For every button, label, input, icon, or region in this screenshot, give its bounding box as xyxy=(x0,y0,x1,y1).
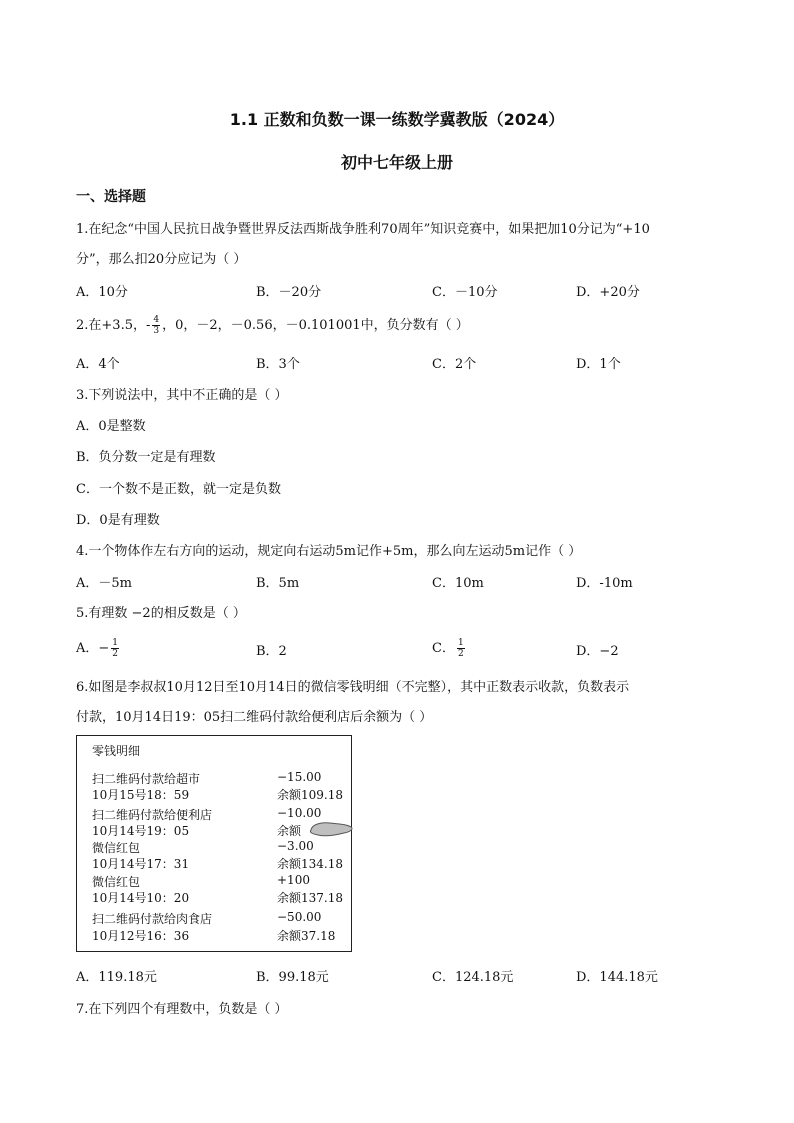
q1-text-line2: 分”，那么扣20分应记为（ ） xyxy=(76,252,247,267)
row-1-time: 10月15号18：59 xyxy=(92,788,190,802)
q7-text: 7.在下列四个有理数中，负数是（ ） xyxy=(76,1002,288,1017)
document-title: 1.1 正数和负数一课一练数学冀教版（2024） xyxy=(229,110,565,129)
row-2-time: 10月14号19：05 xyxy=(92,824,190,838)
wallet-title: 零钱明细 xyxy=(92,744,141,758)
q6-option-c: C．124.18元 xyxy=(432,970,514,985)
q2-fraction-denominator: 3 xyxy=(153,326,160,336)
q2-text xyxy=(76,314,469,336)
q5-option-c xyxy=(432,637,467,659)
row-2-name: 扫二维码付款给便利店 xyxy=(92,808,213,822)
q6-option-a: A．119.18元 xyxy=(76,970,157,985)
q4-option-a: A．－5m xyxy=(76,576,132,591)
row-5-amount: −50.00 xyxy=(277,910,322,924)
q5-c-denominator: 2 xyxy=(457,649,464,659)
q2-text-before: 2.在+3.5，- xyxy=(76,318,151,333)
q3-option-d: D．0是有理数 xyxy=(76,513,160,528)
row-5-balance: 余额37.18 xyxy=(277,929,336,943)
q1-text-line1: 1.在纪念“中国人民抗日战争暨世界反法西斯战争胜利70周年”知识竞赛中，如果把加10分记为“+10 xyxy=(76,222,650,237)
row-3-balance: 余额134.18 xyxy=(277,857,343,871)
q2-option-b: B．3个 xyxy=(256,357,300,372)
q4-option-c: C．10m xyxy=(432,576,484,591)
q4-text: 4.一个物体作左右方向的运动，规定向右运动5m记作+5m，那么向左运动5m记作（ ） xyxy=(76,544,582,559)
q6-text-line2: 付款，10月14日19：05扫二维码付款给便利店后余额为（ ） xyxy=(76,710,433,725)
q5-text: 5.有理数 −2的相反数是（ ） xyxy=(76,606,246,621)
row-1-name: 扫二维码付款给超市 xyxy=(92,772,201,786)
row-5-name: 扫二维码付款给肉食店 xyxy=(92,912,213,926)
q5-a-denominator: 2 xyxy=(112,649,119,659)
q1-option-d: D．+20分 xyxy=(576,285,640,300)
q5-option-c-prefix: C． xyxy=(432,641,455,656)
row-4-balance: 余额137.18 xyxy=(277,891,343,905)
row-4-name: 微信红包 xyxy=(92,875,141,889)
q5-option-a-fraction xyxy=(111,638,119,659)
q1-option-c: C．－10分 xyxy=(432,285,498,300)
q5-option-a-prefix: A．− xyxy=(76,641,110,656)
q5-a-numerator: 1 xyxy=(112,638,119,648)
q3-option-b: B．负分数一定是有理数 xyxy=(76,450,216,465)
document-subtitle: 初中七年级上册 xyxy=(340,153,453,172)
section-heading: 一、选择题 xyxy=(76,189,146,205)
q3-option-a: A．0是整数 xyxy=(76,419,146,434)
q4-option-d: D．-10m xyxy=(576,576,633,591)
q5-option-d: D．−2 xyxy=(576,644,619,659)
q2-fraction xyxy=(152,315,160,336)
q4-option-b: B．5m xyxy=(256,576,300,591)
row-2-amount: −10.00 xyxy=(277,806,322,820)
q3-text: 3.下列说法中，其中不正确的是（ ） xyxy=(76,388,288,403)
q3-option-c: C．一个数不是正数，就一定是负数 xyxy=(76,482,281,497)
q2-text-after: ，0，－2，－0.56，－0.101001中，负分数有（ ） xyxy=(162,318,469,333)
row-4-amount: +100 xyxy=(277,873,310,887)
row-5-time: 10月12号16：36 xyxy=(92,929,190,943)
q2-option-c: C．2个 xyxy=(432,357,477,372)
q5-option-c-fraction xyxy=(457,638,465,659)
q2-fraction-numerator: 4 xyxy=(153,315,160,325)
q2-option-a: A．4个 xyxy=(76,357,120,372)
q5-c-numerator: 1 xyxy=(457,638,464,648)
ink-blot-covering-balance xyxy=(308,820,354,838)
q6-option-d: D．144.18元 xyxy=(576,970,658,985)
q6-text-line1: 6.如图是李叔叔10月12日至10月14日的微信零钱明细（不完整），其中正数表示收款，负数表示 xyxy=(76,680,630,695)
row-1-amount: −15.00 xyxy=(277,770,322,784)
q2-option-d: D．1个 xyxy=(576,357,621,372)
q1-option-b: B．－20分 xyxy=(256,285,322,300)
row-3-amount: −3.00 xyxy=(277,839,314,853)
row-2-balance: 余额 xyxy=(277,824,302,838)
q5-option-a xyxy=(76,637,121,659)
q5-option-b: B．2 xyxy=(256,644,287,659)
q6-option-b: B．99.18元 xyxy=(256,970,329,985)
q1-option-a: A．10分 xyxy=(76,285,128,300)
row-3-time: 10月14号17：31 xyxy=(92,857,190,871)
row-3-name: 微信红包 xyxy=(92,841,141,855)
row-1-balance: 余额109.18 xyxy=(277,788,343,802)
row-4-time: 10月14号10：20 xyxy=(92,891,190,905)
